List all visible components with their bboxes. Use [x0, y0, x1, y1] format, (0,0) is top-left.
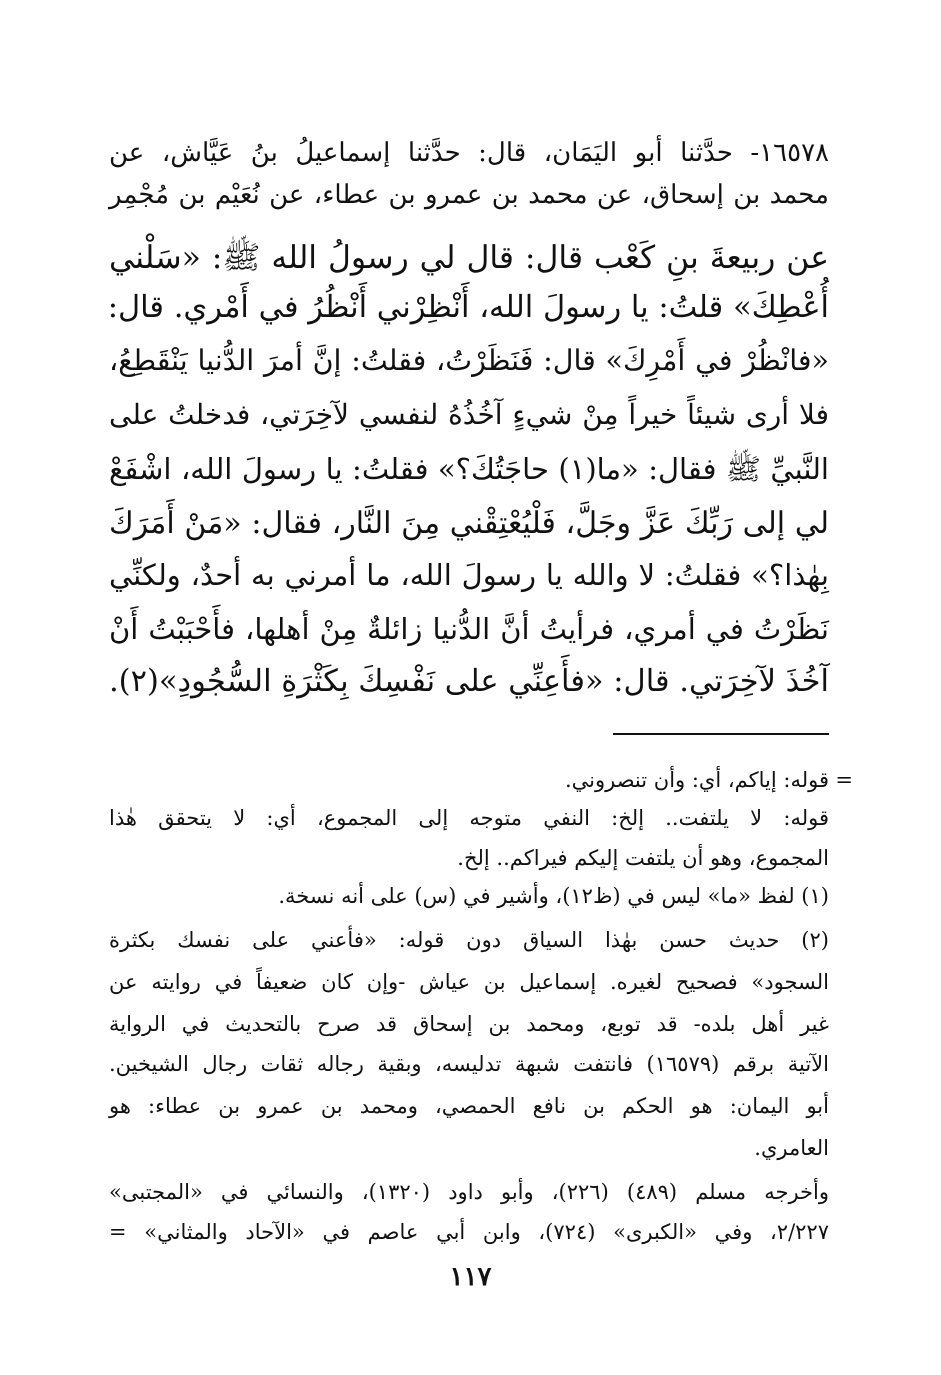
- footnote-line-6: السجود» فصحيح لغيره. إسماعيل بن عياش -وإن كان ضعيفاً في روايته عن: [109, 970, 829, 994]
- footnote-line-11: وأخرجه مسلم (٤٨٩) (٢٢٦)، وأبو داود (١٣٢٠)، والنسائي في «المجتبى»: [109, 1180, 829, 1204]
- hadith-body-line-1: عن ربيعةَ بنِ كَعْب قال: قال لي رسولُ الله ﷺ: «سَلْني: [109, 240, 829, 276]
- hadith-body-line-8: نَظَرْتُ في أمري، فرأيتُ أنَّ الدُّنيا زائلةٌ مِنْ أهلها، فأَحْبَبْتُ أَنْ: [109, 612, 829, 646]
- footnote-line-2: قوله: لا يلتفت.. إلخ: النفي متوجه إلى المجموع، أي: لا يتحقق هٰذا: [109, 806, 829, 830]
- hadith-body-line-4: فلا أرى شيئاً خيراً مِنْ شيءٍ آخُذُهُ لنفسي لآخِرَتي، فدخلتُ على: [109, 398, 829, 431]
- footnote-line-1: قوله: إياكم، أي: وأن تنصروني.: [564, 768, 829, 792]
- footnote-line-7: غير أهل بلده- قد توبع، ومحمد بن إسحاق قد صرح بالتحديث في الرواية: [109, 1012, 829, 1036]
- footnote-separator: [613, 733, 829, 735]
- footnote-line-5: (٢) حديث حسن بهٰذا السياق دون قوله: «فأعني على نفسك بكثرة: [109, 928, 829, 952]
- hadith-body-line-7: بِهٰذا؟» فقلتُ: لا والله يا رسولَ الله، ما أمرني به أحدٌ، ولكنِّي: [109, 558, 829, 592]
- footnote-line-12: ٢/٢٢٧، وفي «الكبرى» (٧٢٤)، وابن أبي عاصم في «الآحاد والمثاني» =: [109, 1220, 829, 1244]
- hadith-header-line-2: محمد بن إسحاق، عن محمد بن عمرو بن عطاء، عن نُعَيْم بن مُجْمِر: [109, 180, 829, 210]
- hadith-body-line-9: آخُذَ لآخِرَتي. قال: «فأَعِنِّي على نَفْسِكَ بِكَثْرَةِ السُّجُودِ»(٢).: [108, 664, 829, 699]
- footnote-line-9: أبو اليمان: هو الحكم بن نافع الحمصي، ومحمد بن عمرو بن عطاء: هو: [109, 1094, 829, 1118]
- page-number: ١١٧: [449, 1262, 492, 1292]
- continuation-mark: =: [835, 768, 853, 792]
- hadith-body-line-2: أُعْطِكَ» قلتُ: يا رسولَ الله، أَنْظِرْني أَنْظُرُ في أَمْري. قال:: [107, 290, 829, 325]
- hadith-header-line-1: ١٦٥٧٨- حدَّثنا أبو اليَمَان، قال: حدَّثنا إسماعيلُ بنُ عَيَّاش، عن: [109, 138, 829, 168]
- footnote-line-10: العامري.: [754, 1136, 829, 1160]
- hadith-body-line-3: «فانْظُرْ في أَمْرِكَ» قال: فَنَظَرْتُ، فقلتُ: إنَّ أمرَ الدُّنيا يَنْقَطِعُ،: [109, 344, 829, 377]
- hadith-body-line-6: لي إلى رَبِّكَ عَزَّ وجَلَّ، فَلْيُعْتِقْني مِنَ النَّار، فقال: «مَنْ أَمَرَكَ: [109, 506, 829, 541]
- footnote-line-4: (١) لفظ «ما» ليس في (ظ١٢)، وأشير في (س) على أنه نسخة.: [278, 884, 829, 908]
- footnote-line-8: الآتية برقم (١٦٥٧٩) فانتفت شبهة تدليسه، وبقية رجاله ثقات رجال الشيخين.: [109, 1052, 829, 1076]
- footnote-line-3: المجموع، وهو أن يلتفت إليكم فيراكم.. إلخ.: [457, 846, 829, 870]
- hadith-body-line-5: النَّبيِّ ﷺ فقال: «ما(١) حاجَتُكَ؟» فقلتُ: يا رسولَ الله، اشْفَعْ: [109, 452, 829, 486]
